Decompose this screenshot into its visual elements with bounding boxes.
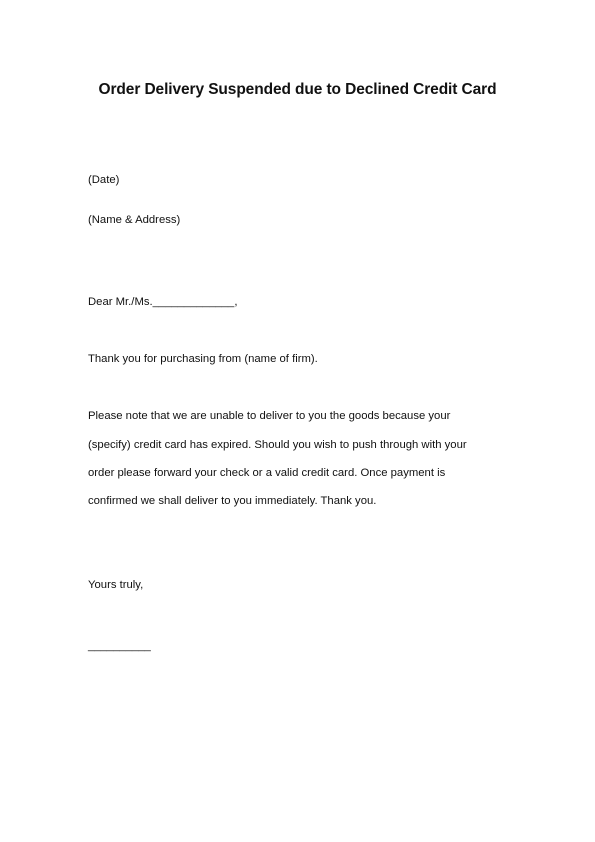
body-line: confirmed we shall deliver to you immediately. Thank you. bbox=[88, 495, 377, 507]
body-line: Please note that we are unable to deliver to you the goods because your bbox=[88, 410, 451, 422]
letter-title: Order Delivery Suspended due to Declined Credit Card bbox=[98, 81, 497, 98]
closing: Yours truly, bbox=[88, 579, 144, 591]
body-line: (specify) credit card has expired. Should you wish to push through with your bbox=[88, 439, 467, 451]
signature-line: __________ bbox=[88, 640, 151, 652]
thanks-line: Thank you for purchasing from (name of firm). bbox=[88, 353, 318, 365]
body-line: order please forward your check or a valid credit card. Once payment is bbox=[88, 467, 446, 479]
name-address-placeholder: (Name & Address) bbox=[88, 214, 181, 226]
salutation: Dear Mr./Ms._____________, bbox=[88, 296, 238, 308]
date-placeholder: (Date) bbox=[88, 174, 120, 186]
